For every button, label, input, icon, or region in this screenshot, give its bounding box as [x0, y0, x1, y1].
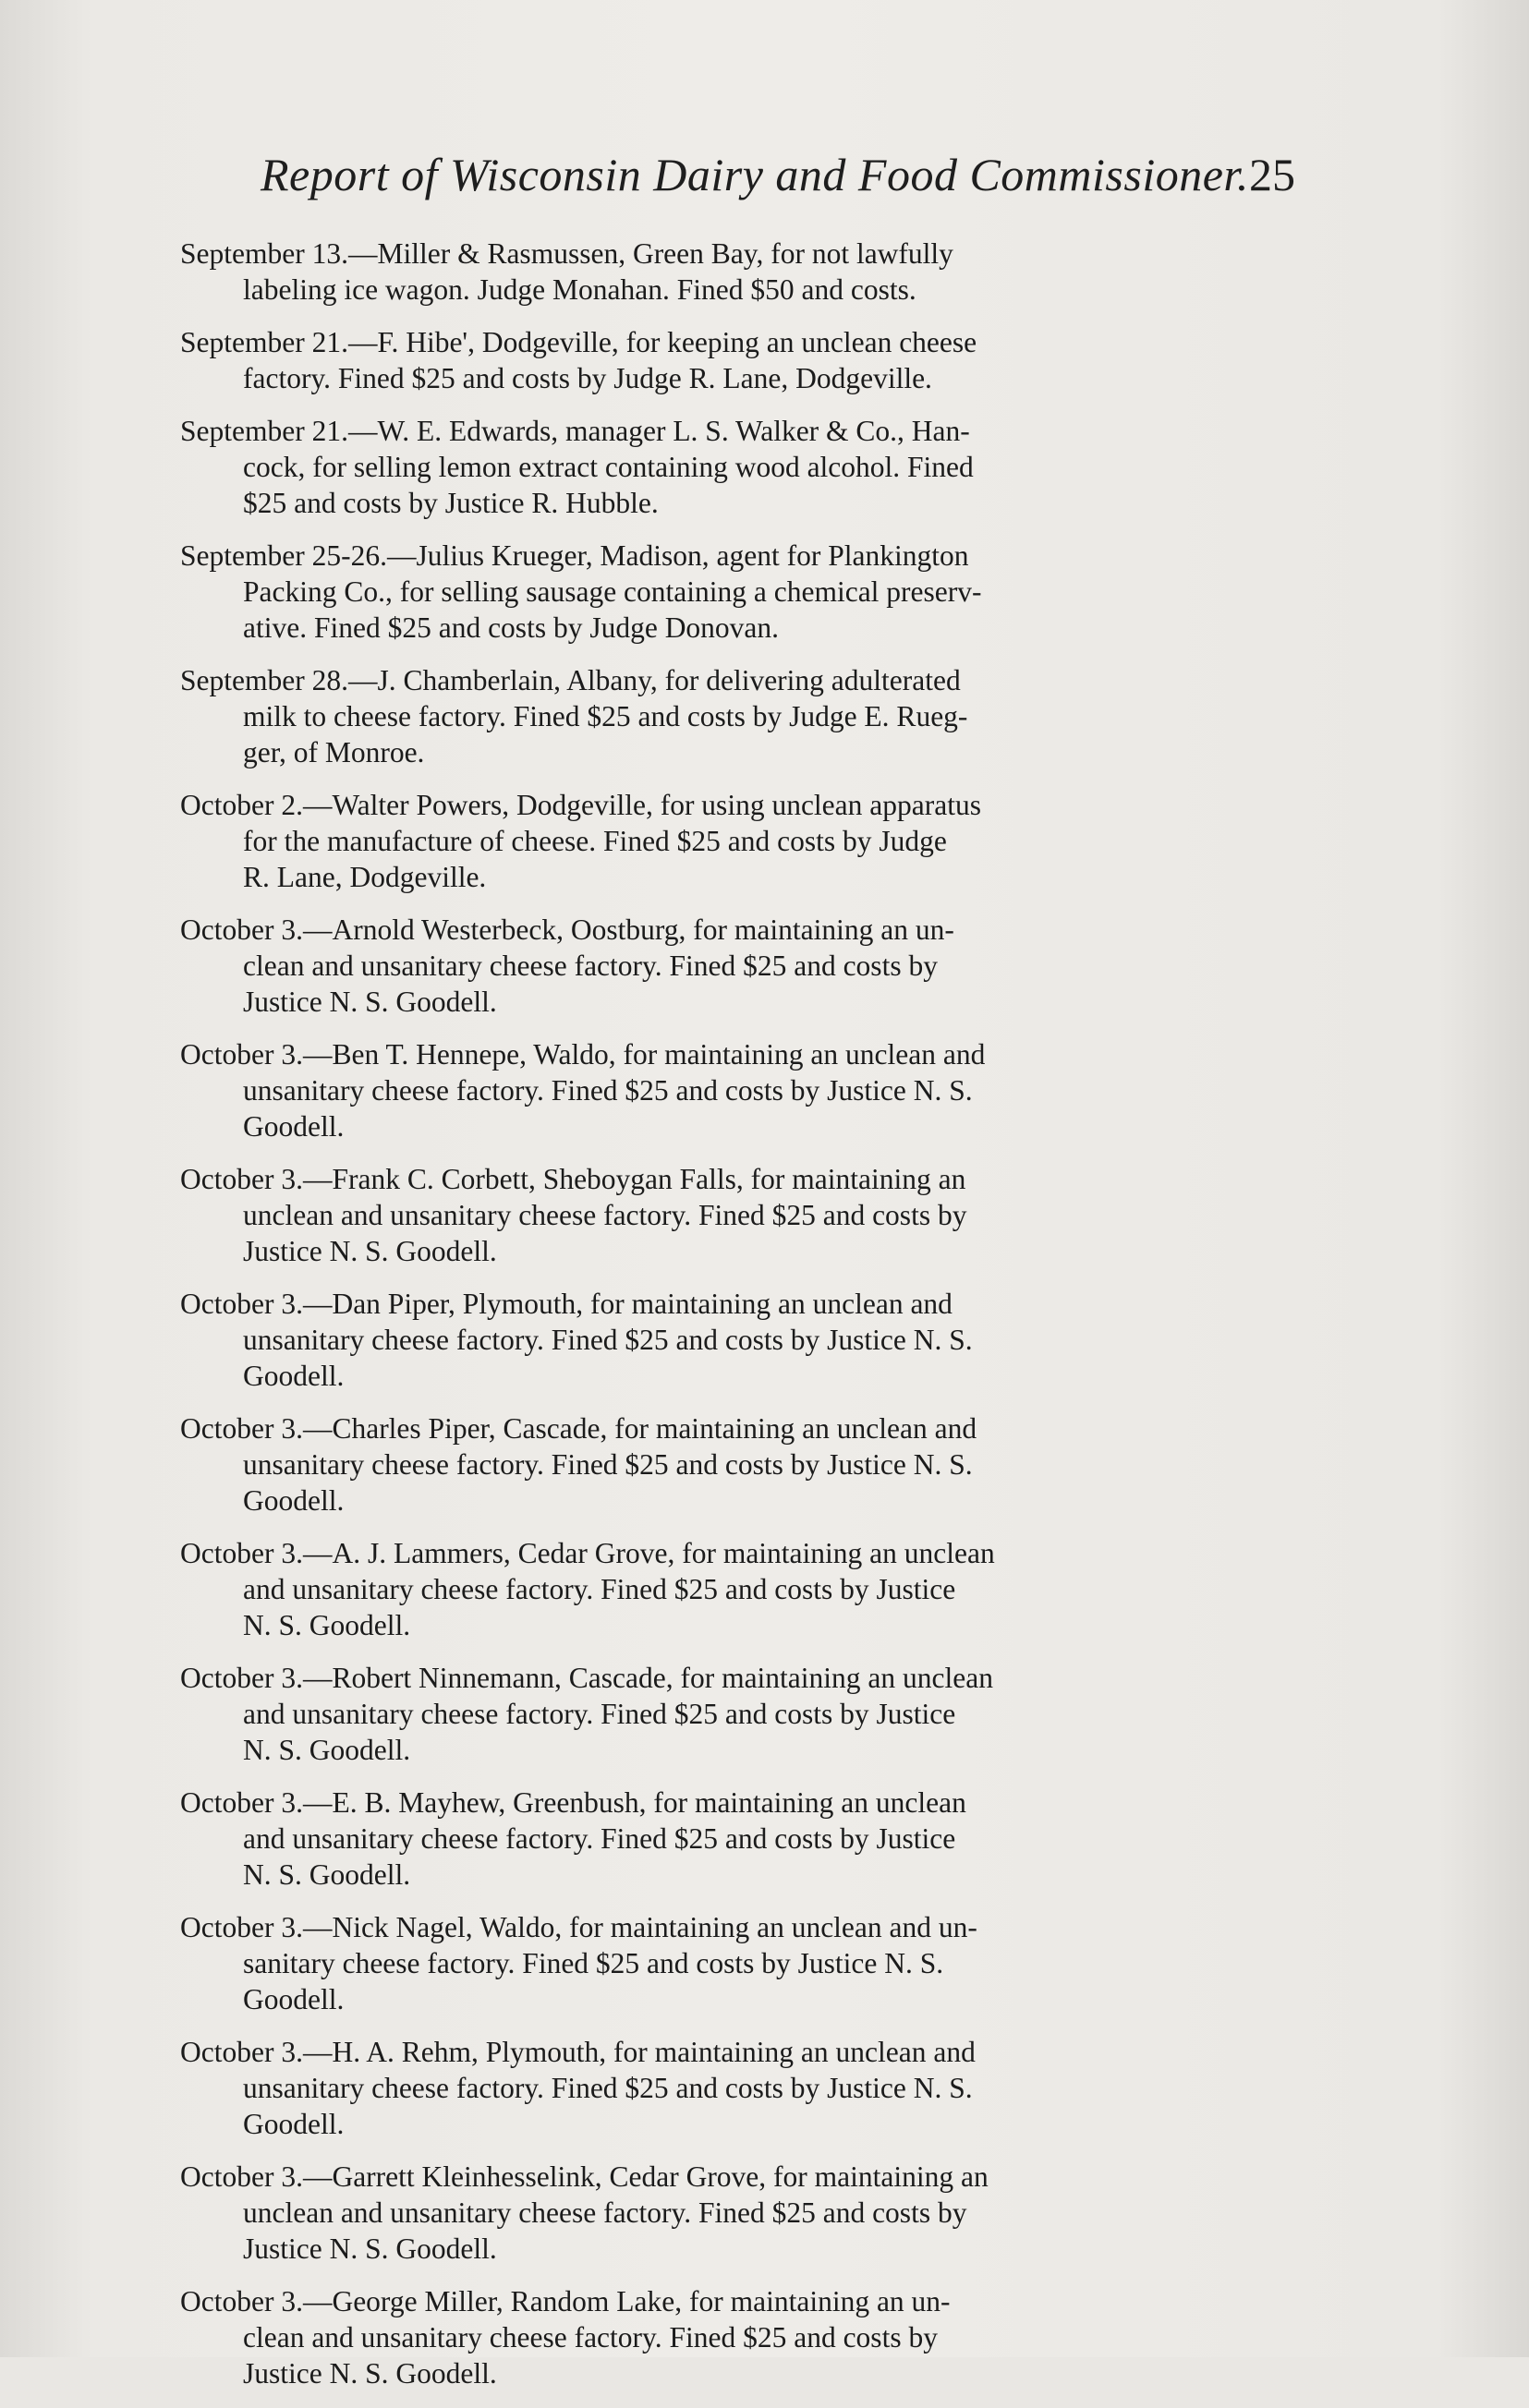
entry: September 25-26.—Julius Krueger, Madison, agent for Plankington Packing Co., for selling sausage containing a chemical preserv- ative. Fined $25 and costs by Judge Donovan.	[180, 539, 982, 644]
entry: October 3.—A. J. Lammers, Cedar Grove, for maintaining an unclean and unsanitary cheese factory. Fined $25 and costs by Justice N. S. Goodell.	[180, 1537, 995, 1641]
entry: September 21.—W. E. Edwards, manager L. S. Walker & Co., Han- cock, for selling lemon extract containing wood alcohol. Fined $25 and costs by Justice R. Hubble.	[180, 415, 974, 519]
entry: October 2.—Walter Powers, Dodgeville, for using unclean apparatus for the manufacture of cheese. Fined $25 and costs by Judge R. Lane, Dodgeville.	[180, 789, 981, 893]
running-header	[261, 148, 1295, 212]
entry: October 3.—H. A. Rehm, Plymouth, for maintaining an unclean and unsanitary cheese factory. Fined $25 and costs by Justice N. S. Goodell.	[180, 2036, 976, 2140]
entry: October 3.—George Miller, Random Lake, for maintaining an un- clean and unsanitary cheese factory. Fined $25 and costs by Justice N. S. Goodell.	[180, 2285, 951, 2390]
entry: October 3.—Ben T. Hennepe, Waldo, for maintaining an unclean and unsanitary cheese factory. Fined $25 and costs by Justice N. S. Goodell.	[180, 1038, 986, 1143]
entry: October 3.—Frank C. Corbett, Sheboygan Falls, for maintaining an unclean and unsanitary cheese factory. Fined $25 and costs by Justice N. S. Goodell.	[180, 1163, 967, 1267]
entry: October 3.—Nick Nagel, Waldo, for maintaining an unclean and un- sanitary cheese factory. Fined $25 and costs by Justice N. S. Goodell.	[180, 1911, 977, 2015]
page-number: 25	[1249, 149, 1295, 200]
entry: October 3.—Robert Ninnemann, Cascade, for maintaining an unclean and unsanitary cheese factory. Fined $25 and costs by Justice N. S. Goodell.	[180, 1662, 993, 1766]
entry: September 21.—F. Hibe', Dodgeville, for keeping an unclean cheese factory. Fined $25 and costs by Judge R. Lane, Dodgeville.	[180, 326, 977, 394]
entry: October 3.—Charles Piper, Cascade, for maintaining an unclean and unsanitary cheese factory. Fined $25 and costs by Justice N. S. Goodell.	[180, 1412, 977, 1517]
entry: October 3.—E. B. Mayhew, Greenbush, for maintaining an unclean and unsanitary cheese factory. Fined $25 and costs by Justice N. S. Goodell.	[180, 1786, 966, 1891]
prosecution-entries	[180, 236, 1307, 2408]
entry: October 3.—Dan Piper, Plymouth, for maintaining an unclean and unsanitary cheese factory. Fined $25 and costs by Justice N. S. Goodell.	[180, 1288, 973, 1392]
entry: October 3.—Arnold Westerbeck, Oostburg, for maintaining an un- clean and unsanitary cheese factory. Fined $25 and costs by Justice N. S. Goodell.	[180, 914, 954, 1018]
entry: September 13.—Miller & Rasmussen, Green Bay, for not lawfully labeling ice wagon. Judge Monahan. Fined $50 and costs.	[180, 237, 953, 306]
entry: October 3.—Garrett Kleinhesselink, Cedar Grove, for maintaining an unclean and unsanitary cheese factory. Fined $25 and costs by Justice N. S. Goodell.	[180, 2160, 989, 2265]
entry: September 28.—J. Chamberlain, Albany, for delivering adulterated milk to cheese factory. Fined $25 and costs by Judge E. Rueg- ger, of Monroe.	[180, 664, 968, 768]
header-title: Report of Wisconsin Dairy and Food Commissioner.	[261, 149, 1249, 200]
